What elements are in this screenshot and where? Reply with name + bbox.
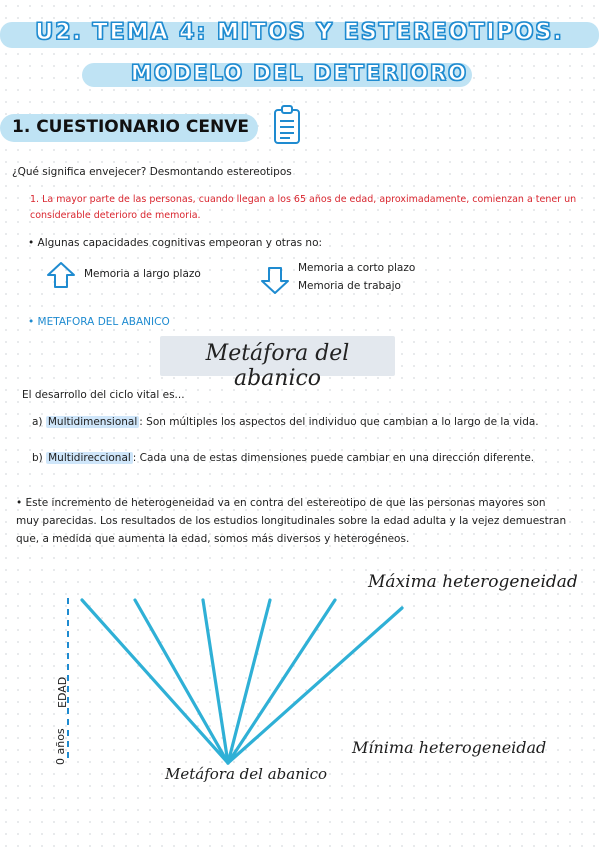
min-heterogeneity-label: Mínima heterogeneidad bbox=[352, 738, 547, 757]
axis-label-age: EDAD bbox=[56, 676, 69, 708]
section-title: 1. CUESTIONARIO CENVE bbox=[12, 117, 249, 137]
statement-red: 1. La mayor parte de las personas, cuando llegan a los 65 años de edad, aproximadamente, comienzan a tener un considerable deterioro de memoria. bbox=[30, 194, 577, 221]
item-b bbox=[32, 450, 552, 467]
item-a-prefix: a) bbox=[32, 416, 46, 428]
fan-line bbox=[228, 600, 270, 763]
question-text: ¿Qué significa envejecer? Desmontando estereotipos bbox=[12, 166, 292, 178]
arrow-down-icon bbox=[260, 265, 290, 295]
axis-origin-label: 0 años bbox=[54, 728, 67, 765]
cycle-intro: El desarrollo del ciclo vital es... bbox=[22, 389, 185, 401]
working-memory: Memoria de trabajo bbox=[298, 280, 401, 292]
item-b-prefix: b) bbox=[32, 452, 47, 464]
bullet-metaphor: • METAFORA DEL ABANICO bbox=[28, 316, 170, 328]
page-title: U2. TEMA 4: MITOS Y ESTEREOTIPOS. bbox=[35, 20, 564, 45]
fan-diagram bbox=[0, 570, 599, 848]
item-a-term: Multidimensional bbox=[47, 416, 138, 428]
item-b-term: Multidireccional bbox=[48, 452, 131, 464]
page-subtitle: MODELO DEL DETERIORO bbox=[130, 61, 469, 85]
short-term-memory: Memoria a corto plazo bbox=[298, 262, 416, 274]
clipboard-icon bbox=[272, 104, 302, 146]
arrow-up-icon bbox=[46, 261, 76, 289]
bullet-capacities: • Algunas capacidades cognitivas empeoran y otras no: bbox=[28, 237, 323, 249]
item-a-text: : Son múltiples los aspectos del individuo que cambian a lo largo de la vida. bbox=[139, 416, 539, 428]
max-heterogeneity-label: Máxima heterogeneidad bbox=[368, 572, 578, 592]
heterogeneity-paragraph: • Este incremento de heterogeneidad va en contra del estereotipo de que las personas mayores son muy parecidas. Los resultados de los estudios longitudinales sobre la edad adulta y la vejez demuestran que, a medida que aumenta la edad, somos más diversos y heterogéneos. bbox=[16, 497, 567, 545]
diagram-caption: Metáfora del abanico bbox=[165, 765, 328, 783]
metaphor-box-title: Metáfora del abanico bbox=[205, 341, 350, 391]
item-a bbox=[32, 414, 577, 431]
long-term-memory: Memoria a largo plazo bbox=[84, 268, 201, 280]
item-b-text: : Cada una de estas dimensiones puede cambiar en una dirección diferente. bbox=[132, 452, 535, 464]
